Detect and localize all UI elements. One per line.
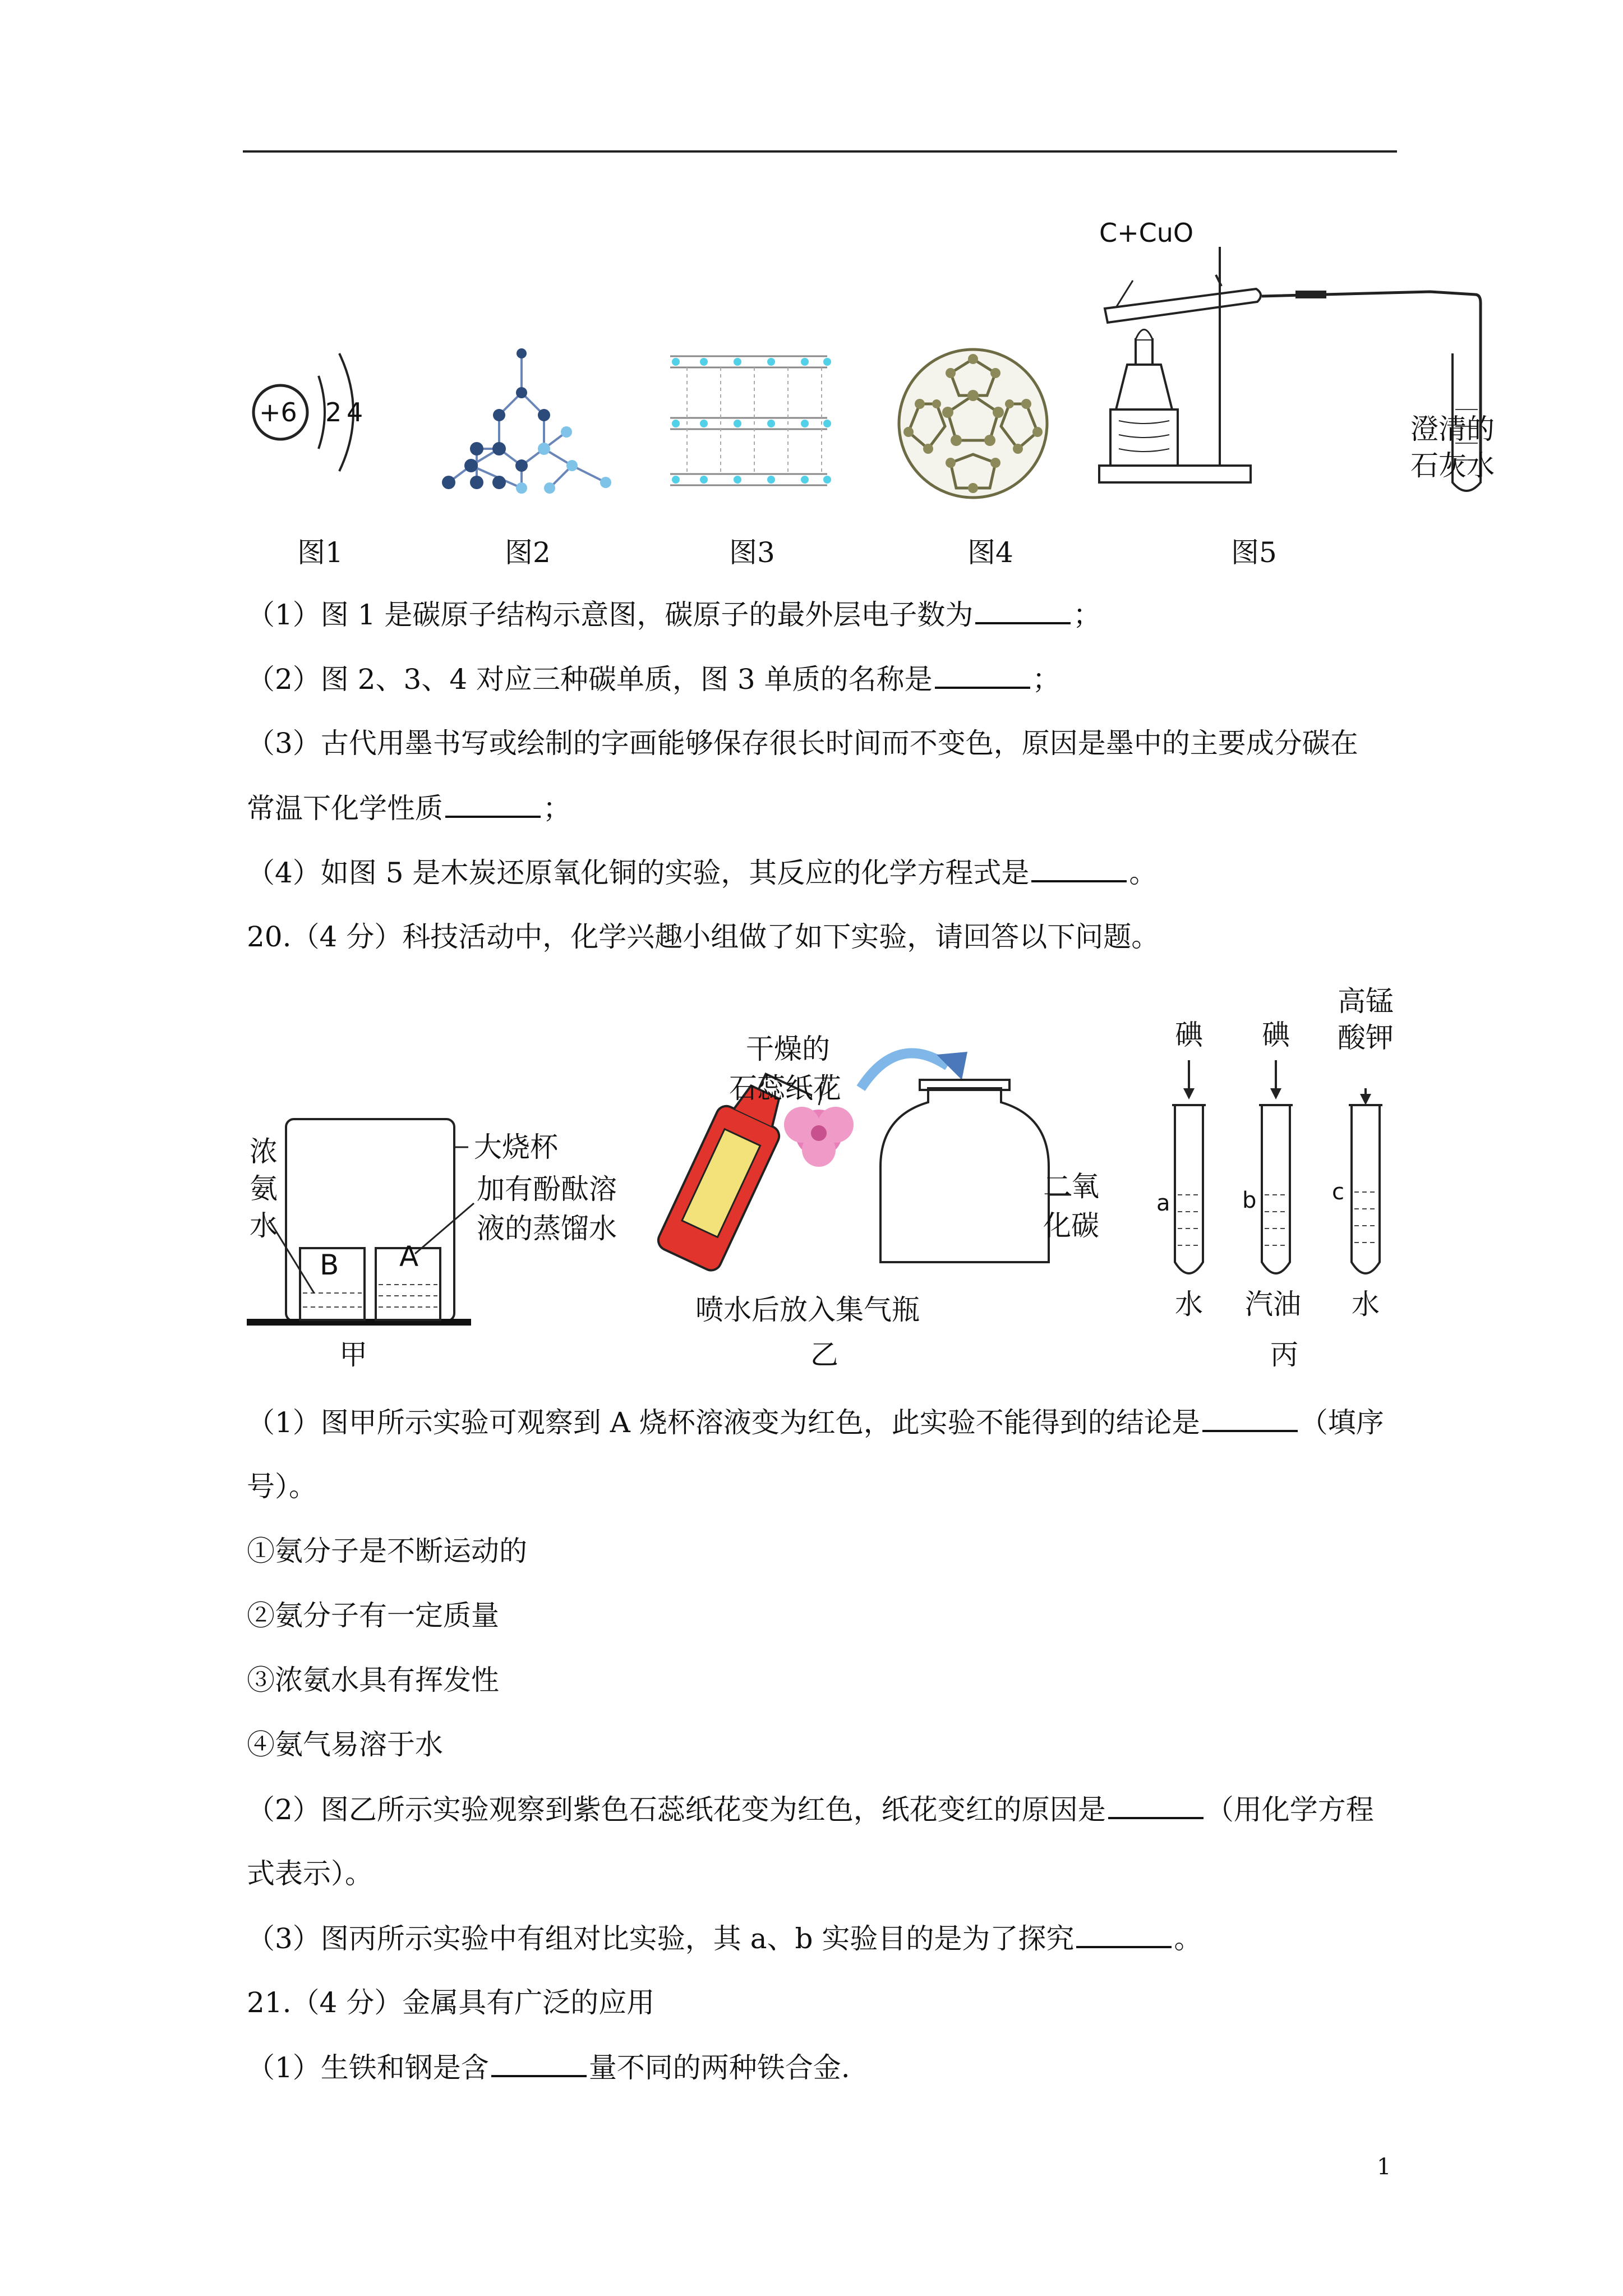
figure-3-caption: 图3 <box>729 536 775 569</box>
q19-part1: （1）图 1 是碳原子结构示意图，碳原子的最外层电子数为 ； <box>247 599 1101 631</box>
kmno4-label-line2: 酸钾 <box>1338 1022 1394 1054</box>
dry-litmus-label-line2: 石蕊纸花 <box>729 1072 841 1105</box>
phenol-label-line1: 加有酚酞溶 <box>477 1173 617 1205</box>
graphite-structure-diagram <box>665 345 838 496</box>
q19-part2-blank[interactable] <box>935 662 1030 689</box>
iodine-label-1: 碘 <box>1175 1019 1203 1051</box>
q20-option-4: ④氨气易溶于水 <box>247 1728 443 1761</box>
q20-option-3: ③浓氨水具有挥发性 <box>247 1664 499 1696</box>
header-rule <box>243 150 1397 153</box>
tube-a-label: a <box>1156 1190 1170 1216</box>
dry-litmus-label-line1: 干燥的 <box>746 1033 830 1065</box>
atom-shell2-count: 4 <box>347 397 363 427</box>
q20-option-1: ①氨分子是不断运动的 <box>247 1535 527 1567</box>
beaker-a-label: A <box>399 1240 419 1273</box>
figure-5-caption: 图5 <box>1231 536 1277 569</box>
tube-c-label: c <box>1332 1179 1344 1205</box>
figure-2-caption: 图2 <box>505 536 551 569</box>
figure-1-caption: 图1 <box>297 536 343 569</box>
phenol-label-line2: 液的蒸馏水 <box>477 1212 617 1245</box>
q19-part3-line2: 常温下化学性质 ； <box>247 792 571 825</box>
limewater-label-line1: 澄清的 <box>1410 413 1495 445</box>
q20-part3: （3）图丙所示实验中有组对比实验，其 a、b 实验目的是为了探究 。 <box>247 1922 1202 1955</box>
q20-part1-blank[interactable] <box>1202 1405 1298 1432</box>
q19-part4: （4）如图 5 是木炭还原氧化铜的实验，其反应的化学方程式是 。 <box>247 857 1158 889</box>
co2-label-line1: 二氧 <box>1043 1170 1099 1203</box>
q20-part2-blank[interactable] <box>1108 1792 1204 1819</box>
q19-part1-blank[interactable] <box>975 597 1071 624</box>
iodine-label-2: 碘 <box>1262 1019 1290 1051</box>
q20-part1-line2: 号）。 <box>247 1470 317 1503</box>
q19-part3-blank[interactable] <box>445 791 541 818</box>
ammonia-beaker-apparatus <box>247 1114 482 1338</box>
large-beaker-label: 大烧杯 <box>474 1131 558 1163</box>
fullerene-structure-diagram <box>892 342 1054 505</box>
q20-part2-line2: 式表示）。 <box>247 1857 373 1890</box>
q20-part3-blank[interactable] <box>1076 1921 1172 1948</box>
tube-b-label: b <box>1242 1188 1257 1213</box>
figure-bing-caption: 丙 <box>1270 1338 1298 1371</box>
atom-shell1-count: 2 <box>325 397 342 427</box>
kmno4-label-line1: 高锰 <box>1338 985 1394 1018</box>
liquid-water-2: 水 <box>1352 1288 1380 1320</box>
liquid-gasoline: 汽油 <box>1245 1288 1301 1320</box>
reagent-label: C+CuO <box>1099 218 1194 248</box>
spray-instruction-label: 喷水后放入集气瓶 <box>695 1294 920 1326</box>
q21-part1: （1）生铁和钢是含 量不同的两种铁合金. <box>247 2051 850 2084</box>
q21-stem: 21.（4 分）金属具有广泛的应用 <box>247 1986 655 2019</box>
figure-4-caption: 图4 <box>967 536 1013 569</box>
co2-label-line2: 化碳 <box>1043 1209 1099 1242</box>
figure-jia-caption: 甲 <box>339 1338 367 1371</box>
ammonia-label: 浓氨水 <box>250 1135 278 1242</box>
q19-part3-line1: （3）古代用墨书写或绘制的字画能够保存很长时间而不变色，原因是墨中的主要成分碳在 <box>247 727 1358 760</box>
spray-bottle-experiment <box>656 1021 1105 1279</box>
q20-stem: 20.（4 分）科技活动中，化学兴趣小组做了如下实验，请回答以下问题。 <box>247 921 1160 953</box>
beaker-b-label: B <box>320 1249 339 1281</box>
q19-part2: （2）图 2、3、4 对应三种碳单质，图 3 单质的名称是 ； <box>247 663 1061 696</box>
atom-nucleus-label: +6 <box>259 397 297 427</box>
figure-yi-caption: 乙 <box>810 1338 838 1371</box>
limewater-label-line2: 石灰水 <box>1410 449 1495 482</box>
diamond-structure-diagram <box>437 342 623 499</box>
q20-part1-line1: （1）图甲所示实验可观察到 A 烧杯溶液变为红色，此实验不能得到的结论是 （填序 <box>247 1406 1384 1439</box>
q20-option-2: ②氨分子有一定质量 <box>247 1599 499 1632</box>
q19-part4-blank[interactable] <box>1031 855 1127 882</box>
liquid-water-1: 水 <box>1175 1288 1203 1320</box>
q21-part1-blank[interactable] <box>491 2050 587 2077</box>
q20-part2-line1: （2）图乙所示实验观察到紫色石蕊纸花变为红色，纸花变红的原因是 （用化学方程 <box>247 1793 1374 1826</box>
page-number: 1 <box>1377 2154 1391 2180</box>
